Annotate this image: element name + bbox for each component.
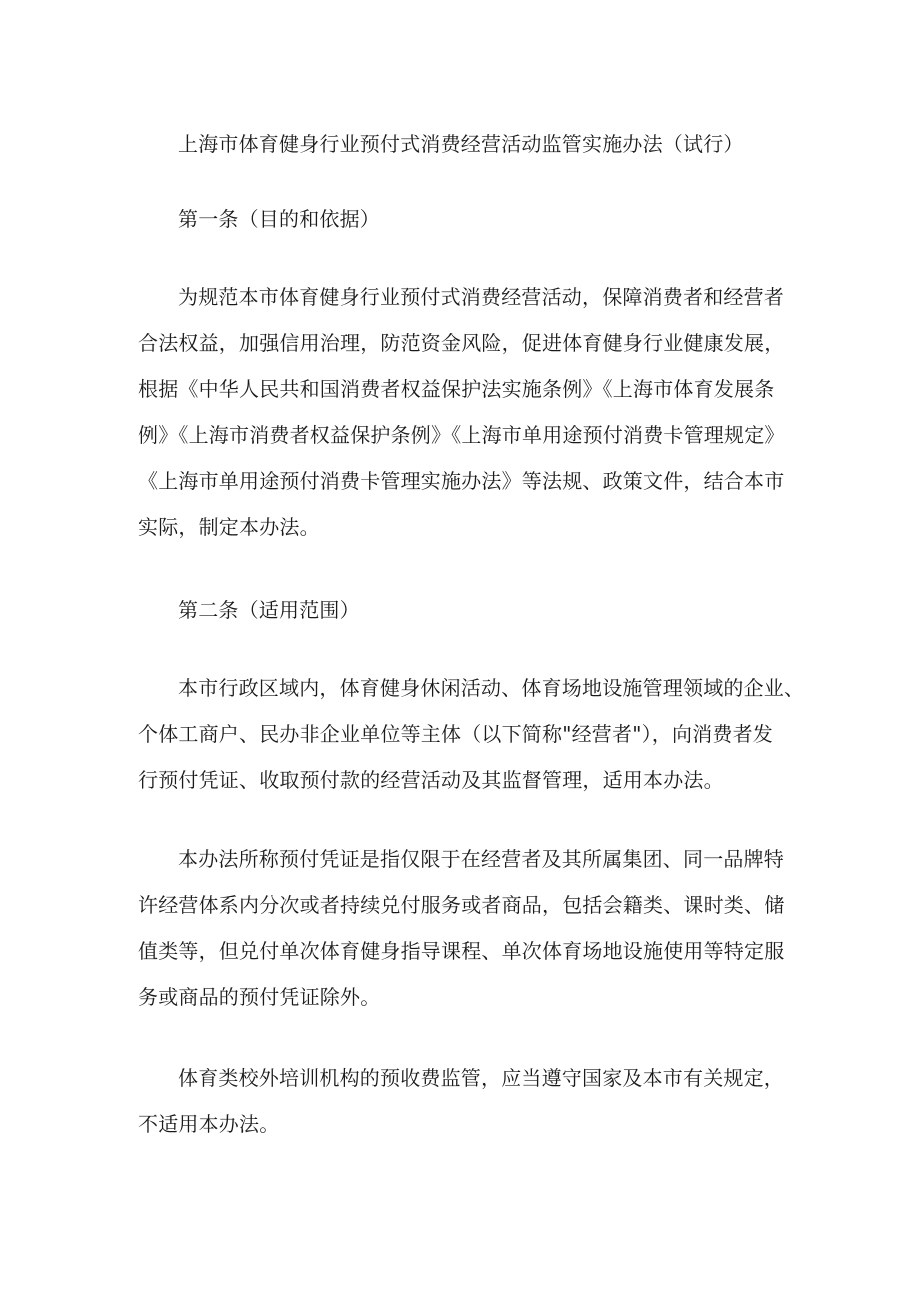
paragraph-line: 根据《中华人民共和国消费者权益保护法实施条例》《上海市体育发展条 — [138, 377, 775, 401]
paragraph-line: 体育类校外培训机构的预收费监管，应当遵守国家及本市有关规定， — [178, 1066, 784, 1090]
paragraph-line: 本市行政区域内，体育健身休闲活动、体育场地设施管理领域的企业、 — [178, 676, 805, 700]
paragraph-line: 例》《上海市消费者权益保护条例》《上海市单用途预付消费卡管理规定》 — [138, 423, 785, 447]
paragraph-line: 许经营体系内分次或者持续兑付服务或者商品，包括会籍类、课时类、储 — [138, 893, 785, 917]
article-1-heading: 第一条（目的和依据） — [178, 207, 380, 231]
document-title: 上海市体育健身行业预付式消费经营活动监管实施办法（试行） — [178, 132, 744, 156]
paragraph-line: 不适用本办法。 — [138, 1112, 280, 1136]
paragraph-line: 值类等，但兑付单次体育健身指导课程、单次体育场地设施使用等特定服 — [138, 939, 785, 963]
paragraph-line: 实际，制定本办法。 — [138, 515, 320, 539]
paragraph-line: 本办法所称预付凭证是指仅限于在经营者及其所属集团、同一品牌特 — [178, 847, 784, 871]
paragraph-line: 为规范本市体育健身行业预付式消费经营活动，保障消费者和经营者 — [178, 285, 784, 309]
paragraph-line: 务或商品的预付凭证除外。 — [138, 985, 381, 1009]
paragraph-line: 《上海市单用途预付消费卡管理实施办法》等法规、政策文件，结合本市 — [138, 469, 785, 493]
article-2-heading: 第二条（适用范围） — [178, 598, 360, 622]
paragraph-line: 个体工商户、民办非企业单位等主体（以下简称"经营者"），向消费者发 — [138, 722, 773, 746]
paragraph-line: 合法权益，加强信用治理，防范资金风险，促进体育健身行业健康发展， — [138, 331, 785, 355]
paragraph-line: 行预付凭证、收取预付款的经营活动及其监督管理，适用本办法。 — [138, 768, 724, 792]
